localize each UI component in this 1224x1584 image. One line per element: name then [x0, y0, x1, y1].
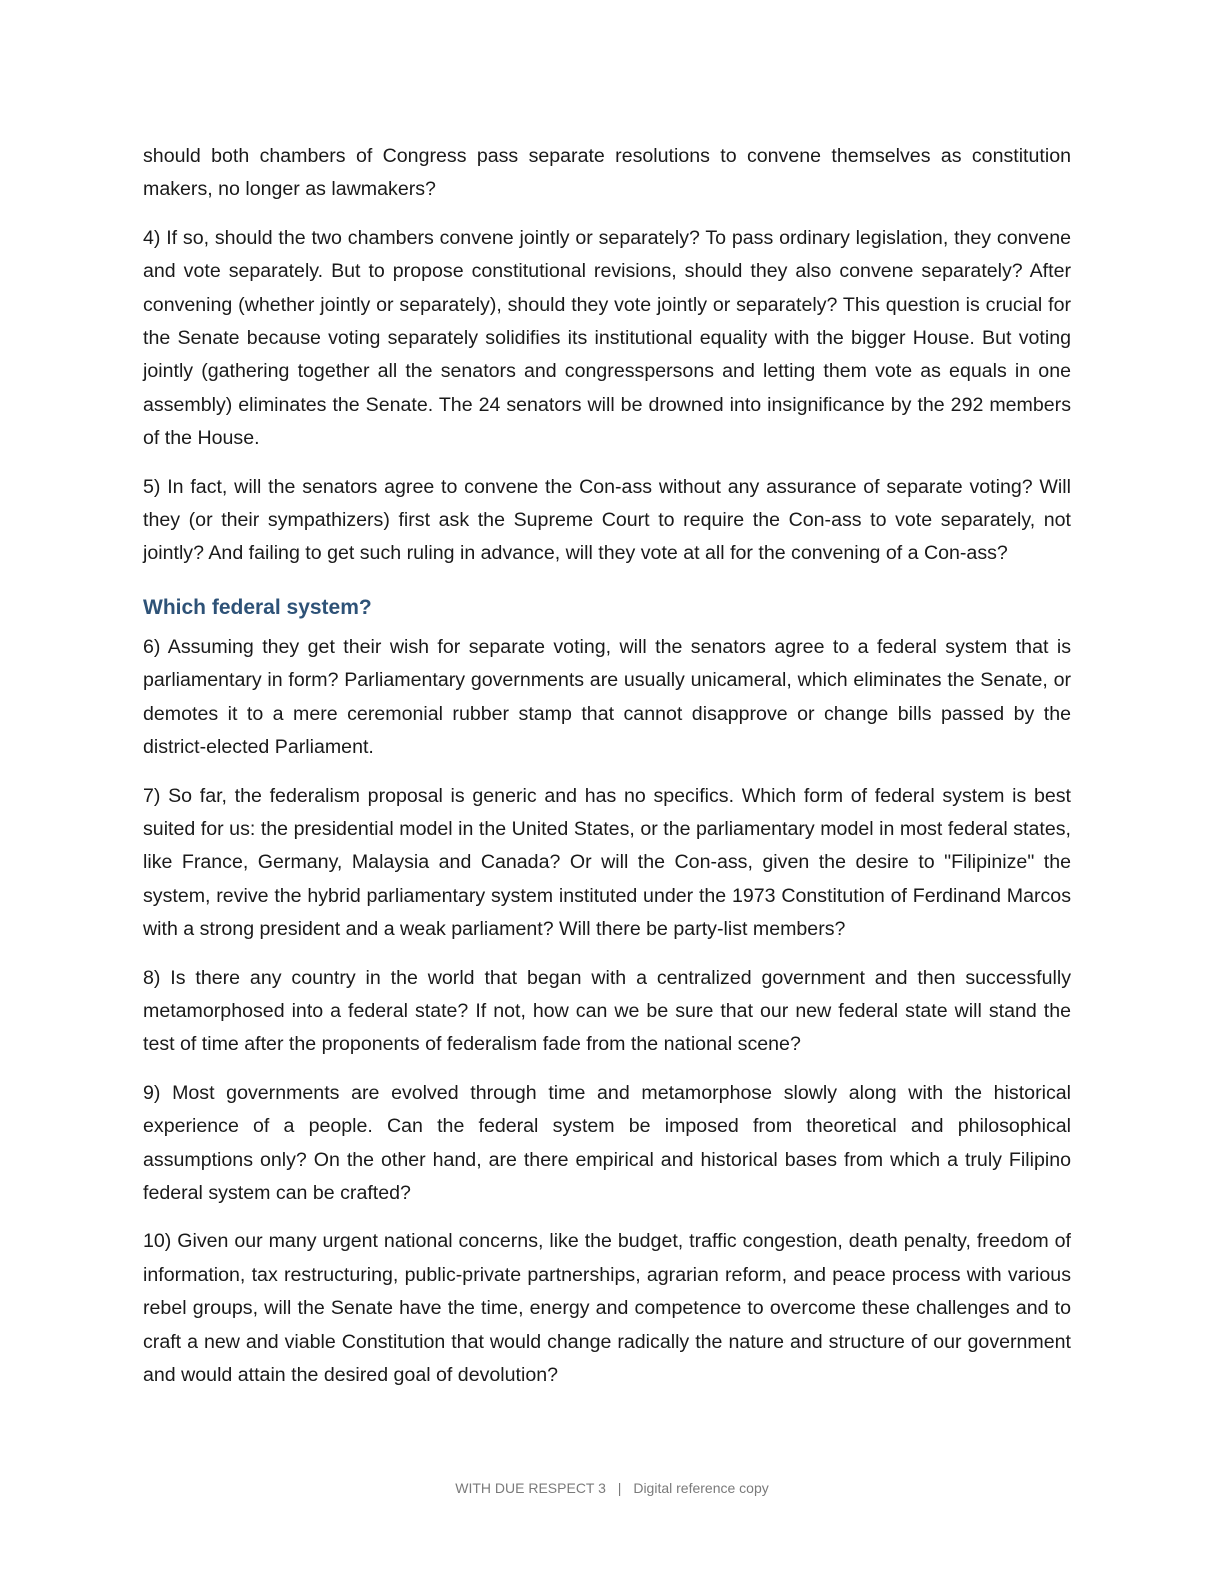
page-footer	[0, 1478, 1224, 1498]
footer-copy-label: Digital reference copy	[633, 1480, 769, 1496]
paragraph-question-10: 10) Given our many urgent national concerns, like the budget, traffic congestion, death penalty, freedom of information, tax restructuring, public-private partnerships, agrarian reform, and peace process with various rebel groups, will the Senate have the time, energy and competence to overcome these challenges and to craft a new and viable Constitution that would change radically the nature and structure of our government and would attain the desired goal of devolution?	[143, 1230, 1071, 1386]
paragraph-question-6: 6) Assuming they get their wish for separate voting, will the senators agree to a federal system that is parliamentary in form? Parliamentary governments are usually unicameral, which eliminates the Senate, or demotes it to a mere ceremonial rubber stamp that cannot disapprove or change bills passed by the district-elected Parliament.	[143, 635, 1071, 759]
paragraph-question-8: 8) Is there any country in the world that began with a centralized government and then successfully metamorphosed into a federal state? If not, how can we be sure that our new federal state will stand the test of time after the proponents of federalism fade from the national scene?	[143, 966, 1071, 1056]
footer-separator: |	[617, 1480, 622, 1496]
paragraph-question-4: 4) If so, should the two chambers convene jointly or separately? To pass ordinary legislation, they convene and vote separately. But to propose constitutional revisions, should they also convene separately? After convening (whether jointly or separately), should they vote jointly or separately? This question is crucial for the Senate because voting separately solidifies its institutional equality with the bigger House. But voting jointly (gathering together all the senators and congresspersons and letting them vote as equals in one assembly) eliminates the Senate. The 24 senators will be drowned into insignificance by the 292 members of the House.	[143, 226, 1071, 450]
footer-page-label: WITH DUE RESPECT 3	[455, 1480, 606, 1496]
paragraph-question-7: 7) So far, the federalism proposal is generic and has no specifics. Which form of federal system is best suited for us: the presidential model in the United States, or the parliamentary model in most federal states, like France, Germany, Malaysia and Canada? Or will the Con-ass, given the desire to "Filipinize" the system, revive the hybrid parliamentary system instituted under the 1973 Constitution of Ferdinand Marcos with a strong president and a weak parliament? Will there be party-list members?	[143, 784, 1071, 941]
paragraph-continuation: should both chambers of Congress pass separate resolutions to convene themselves as constitution makers, no longer as lawmakers?	[143, 145, 1071, 201]
paragraph-question-5: 5) In fact, will the senators agree to convene the Con-ass without any assurance of separate voting? Will they (or their sympathizers) first ask the Supreme Court to require the Con-ass to vote separately, not jointly? And failing to get such ruling in advance, will they vote at all for the convening of a Con-ass?	[143, 475, 1071, 565]
section-heading: Which federal system?	[143, 595, 372, 619]
document-body	[143, 140, 1071, 1407]
paragraph-question-9: 9) Most governments are evolved through time and metamorphose slowly along with the historical experience of a people. Can the federal system be imposed from theoretical and philosophical assumptions only? On the other hand, are there empirical and historical bases from which a truly Filipino federal system can be crafted?	[143, 1081, 1071, 1204]
